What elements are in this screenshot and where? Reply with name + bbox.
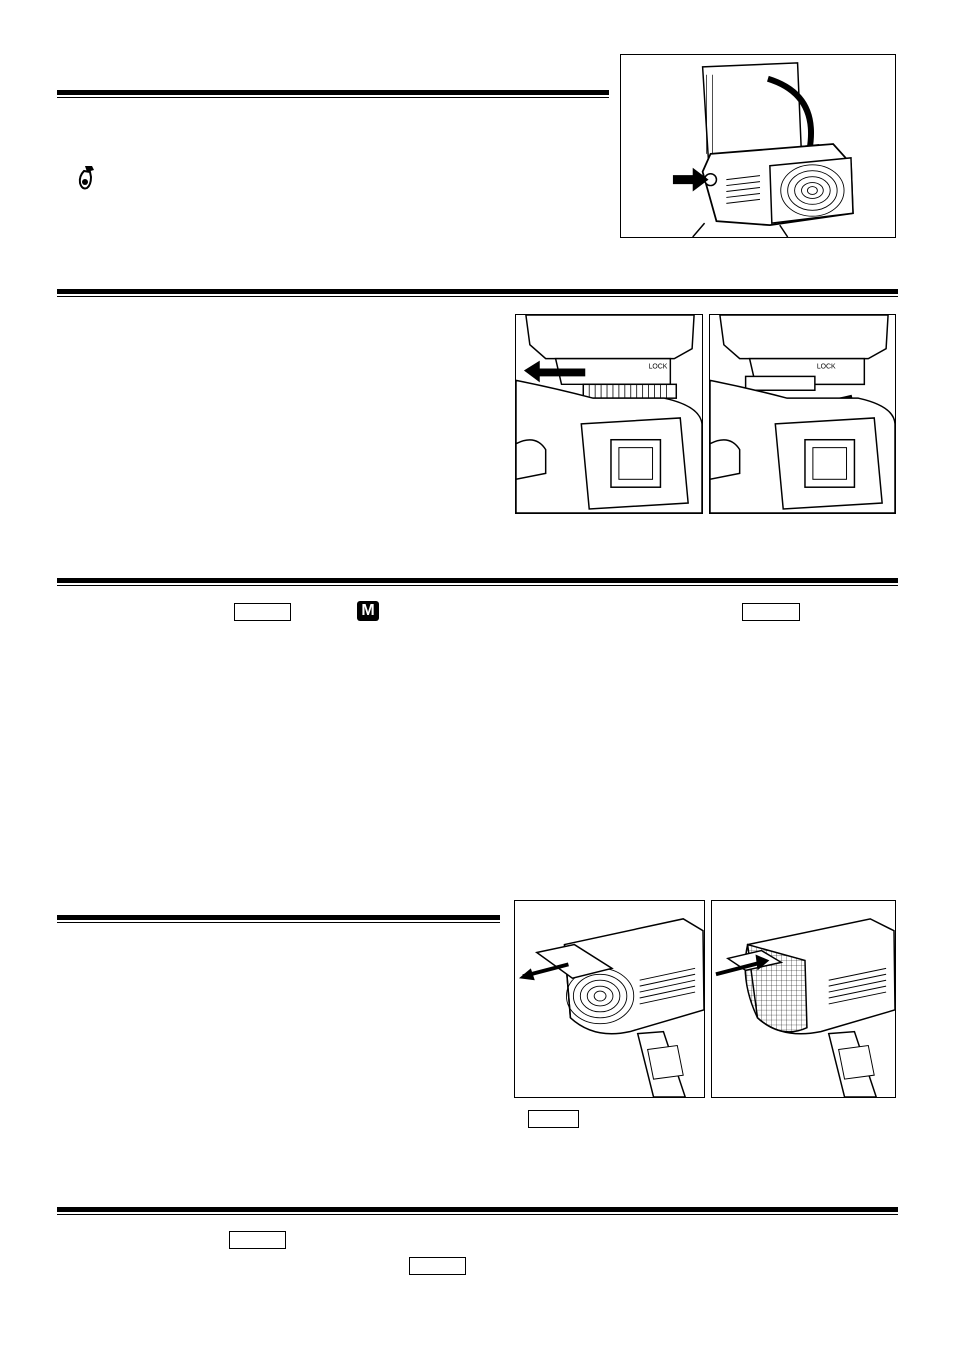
svg-text:LOCK: LOCK: [648, 363, 668, 371]
page-reference-box: [229, 1231, 286, 1249]
svg-text:LOCK: LOCK: [816, 363, 836, 371]
page-reference-box: [528, 1110, 579, 1128]
page-reference-box: [234, 603, 291, 621]
section-rule-4: [57, 915, 500, 920]
figure-flash-release: [515, 314, 703, 514]
page-reference-box: [742, 603, 800, 621]
section-rule-2: [57, 289, 898, 294]
section-rule-1: [57, 90, 609, 95]
figure-wide-panel-attach: [620, 54, 896, 238]
pencil-note-icon: [76, 164, 96, 192]
section-rule-3: [57, 578, 898, 583]
figure-flash-lock-ring: [709, 314, 896, 514]
figure-diffuser-remove: [514, 900, 705, 1098]
section-rule-5: [57, 1207, 898, 1212]
manual-mode-icon: M: [357, 601, 379, 621]
figure-diffuser-insert: [711, 900, 896, 1098]
page-reference-box: [409, 1257, 466, 1275]
